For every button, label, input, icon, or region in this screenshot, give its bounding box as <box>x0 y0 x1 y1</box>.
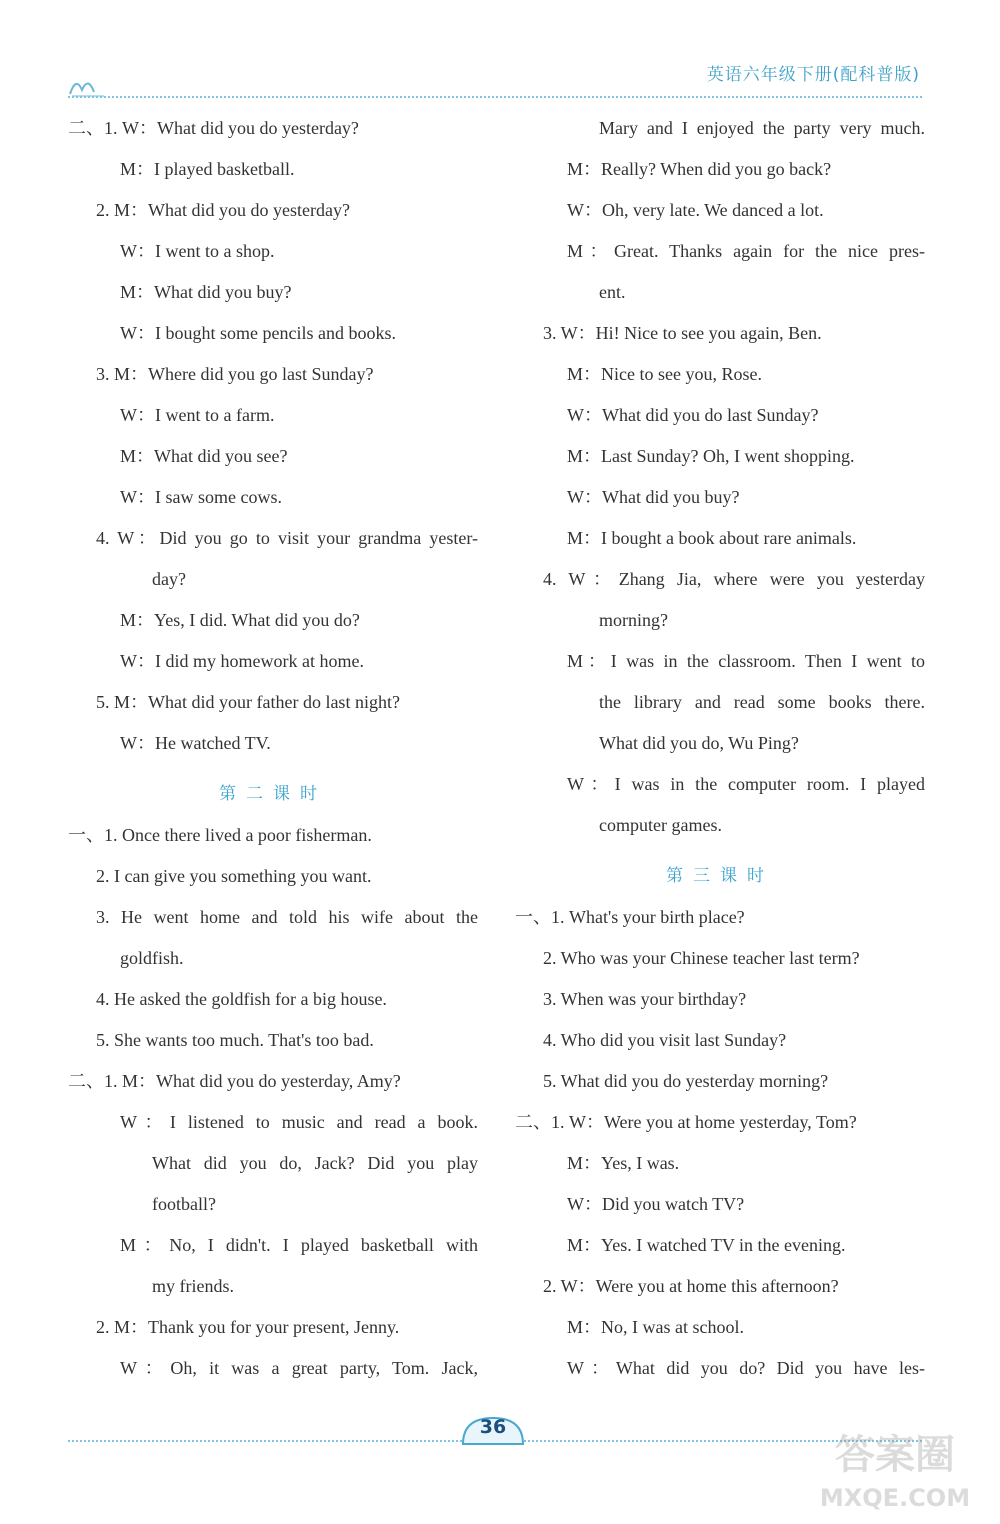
text-line: W：I was in the computer room. I played <box>567 774 925 794</box>
text-line: ent. <box>599 282 626 302</box>
text-line: M：Great. Thanks again for the nice pres- <box>567 241 925 261</box>
page-number: 36 <box>479 1416 507 1438</box>
text-line: W：He watched TV. <box>120 733 271 753</box>
text-line: W：What did you do last Sunday? <box>567 405 819 425</box>
text-line: M：What did you see? <box>120 446 288 466</box>
text-line: 4. He asked the goldfish for a big house. <box>96 989 387 1009</box>
text-line: computer games. <box>599 815 722 835</box>
text-line: 5. What did you do yesterday morning? <box>543 1071 829 1091</box>
text-line: 2. Who was your Chinese teacher last term? <box>543 948 860 968</box>
text-line: W：Oh, very late. We danced a lot. <box>567 200 824 220</box>
text-line: goldfish. <box>120 948 184 968</box>
text-line: 2. M：Thank you for your present, Jenny. <box>96 1317 400 1337</box>
text-line: 一、1. Once there lived a poor fisherman. <box>68 825 372 845</box>
text-line: M：Nice to see you, Rose. <box>567 364 762 384</box>
text-line: day? <box>152 569 186 589</box>
left-column <box>68 108 478 1389</box>
text-line: 2. I can give you something you want. <box>96 866 372 886</box>
section-heading: 第二课时 <box>219 784 327 804</box>
text-line: M：Yes, I did. What did you do? <box>120 610 360 630</box>
section-heading: 第三课时 <box>666 866 774 886</box>
text-line: 4. W：Did you go to visit your grandma yester- <box>96 528 478 548</box>
text-line: 3. When was your birthday? <box>543 989 747 1009</box>
text-line: W：Oh, it was a great party, Tom. Jack, <box>120 1358 478 1378</box>
text-line: morning? <box>599 610 668 630</box>
text-line: 5. She wants too much. That's too bad. <box>96 1030 374 1050</box>
text-line: 3. He went home and told his wife about the <box>96 907 478 927</box>
text-line: M：I was in the classroom. Then I went to <box>567 651 925 671</box>
watermark-site: MXQE.COM <box>819 1484 971 1512</box>
text-line: 3. M：Where did you go last Sunday? <box>96 364 374 384</box>
text-line: 二、1. M：What did you do yesterday, Amy? <box>68 1071 401 1091</box>
text-line: M：Last Sunday? Oh, I went shopping. <box>567 446 855 466</box>
text-line: M：No, I was at school. <box>567 1317 744 1337</box>
text-line: What did you do, Wu Ping? <box>599 733 799 753</box>
text-line: M：I played basketball. <box>120 159 295 179</box>
right-column <box>515 108 925 1389</box>
text-line: 3. W：Hi! Nice to see you again, Ben. <box>543 323 822 343</box>
text-line: my friends. <box>152 1276 234 1296</box>
text-line: football? <box>152 1194 216 1214</box>
text-line: M：Really? When did you go back? <box>567 159 832 179</box>
header-divider <box>68 96 922 98</box>
header-logo <box>68 72 108 98</box>
text-line: M：Yes, I was. <box>567 1153 680 1173</box>
text-line: M：What did you buy? <box>120 282 292 302</box>
text-line: W：I did my homework at home. <box>120 651 364 671</box>
watermark-text: 答案圈 <box>835 1432 955 1478</box>
text-line: 5. M：What did your father do last night? <box>96 692 400 712</box>
text-line: 2. M：What did you do yesterday? <box>96 200 350 220</box>
text-line: W：I saw some cows. <box>120 487 282 507</box>
text-line: M：Yes. I watched TV in the evening. <box>567 1235 846 1255</box>
text-line: W：What did you buy? <box>567 487 740 507</box>
text-line: W：I went to a shop. <box>120 241 275 261</box>
text-line: 2. W：Were you at home this afternoon? <box>543 1276 839 1296</box>
text-line: What did you do, Jack? Did you play <box>152 1153 478 1173</box>
text-line: 二、1. W：What did you do yesterday? <box>68 118 359 138</box>
text-line: M：I bought a book about rare animals. <box>567 528 857 548</box>
watermark-logo <box>800 1416 990 1516</box>
text-line: the library and read some books there. <box>599 692 925 712</box>
text-line: 4. Who did you visit last Sunday? <box>543 1030 787 1050</box>
text-line: W：I went to a farm. <box>120 405 275 425</box>
text-line: W：Did you watch TV? <box>567 1194 745 1214</box>
text-line: 4. W：Zhang Jia, where were you yesterday <box>543 569 925 589</box>
text-line: M：No, I didn't. I played basketball with <box>120 1235 478 1255</box>
text-line: W：I listened to music and read a book. <box>120 1112 478 1132</box>
text-line: 二、1. W：Were you at home yesterday, Tom? <box>515 1112 857 1132</box>
text-line: W：I bought some pencils and books. <box>120 323 396 343</box>
header-title: 英语六年级下册(配科普版) <box>706 65 920 85</box>
text-line: Mary and I enjoyed the party very much. <box>599 118 925 138</box>
text-line: 一、1. What's your birth place? <box>515 907 745 927</box>
text-line: W：What did you do? Did you have les- <box>567 1358 925 1378</box>
